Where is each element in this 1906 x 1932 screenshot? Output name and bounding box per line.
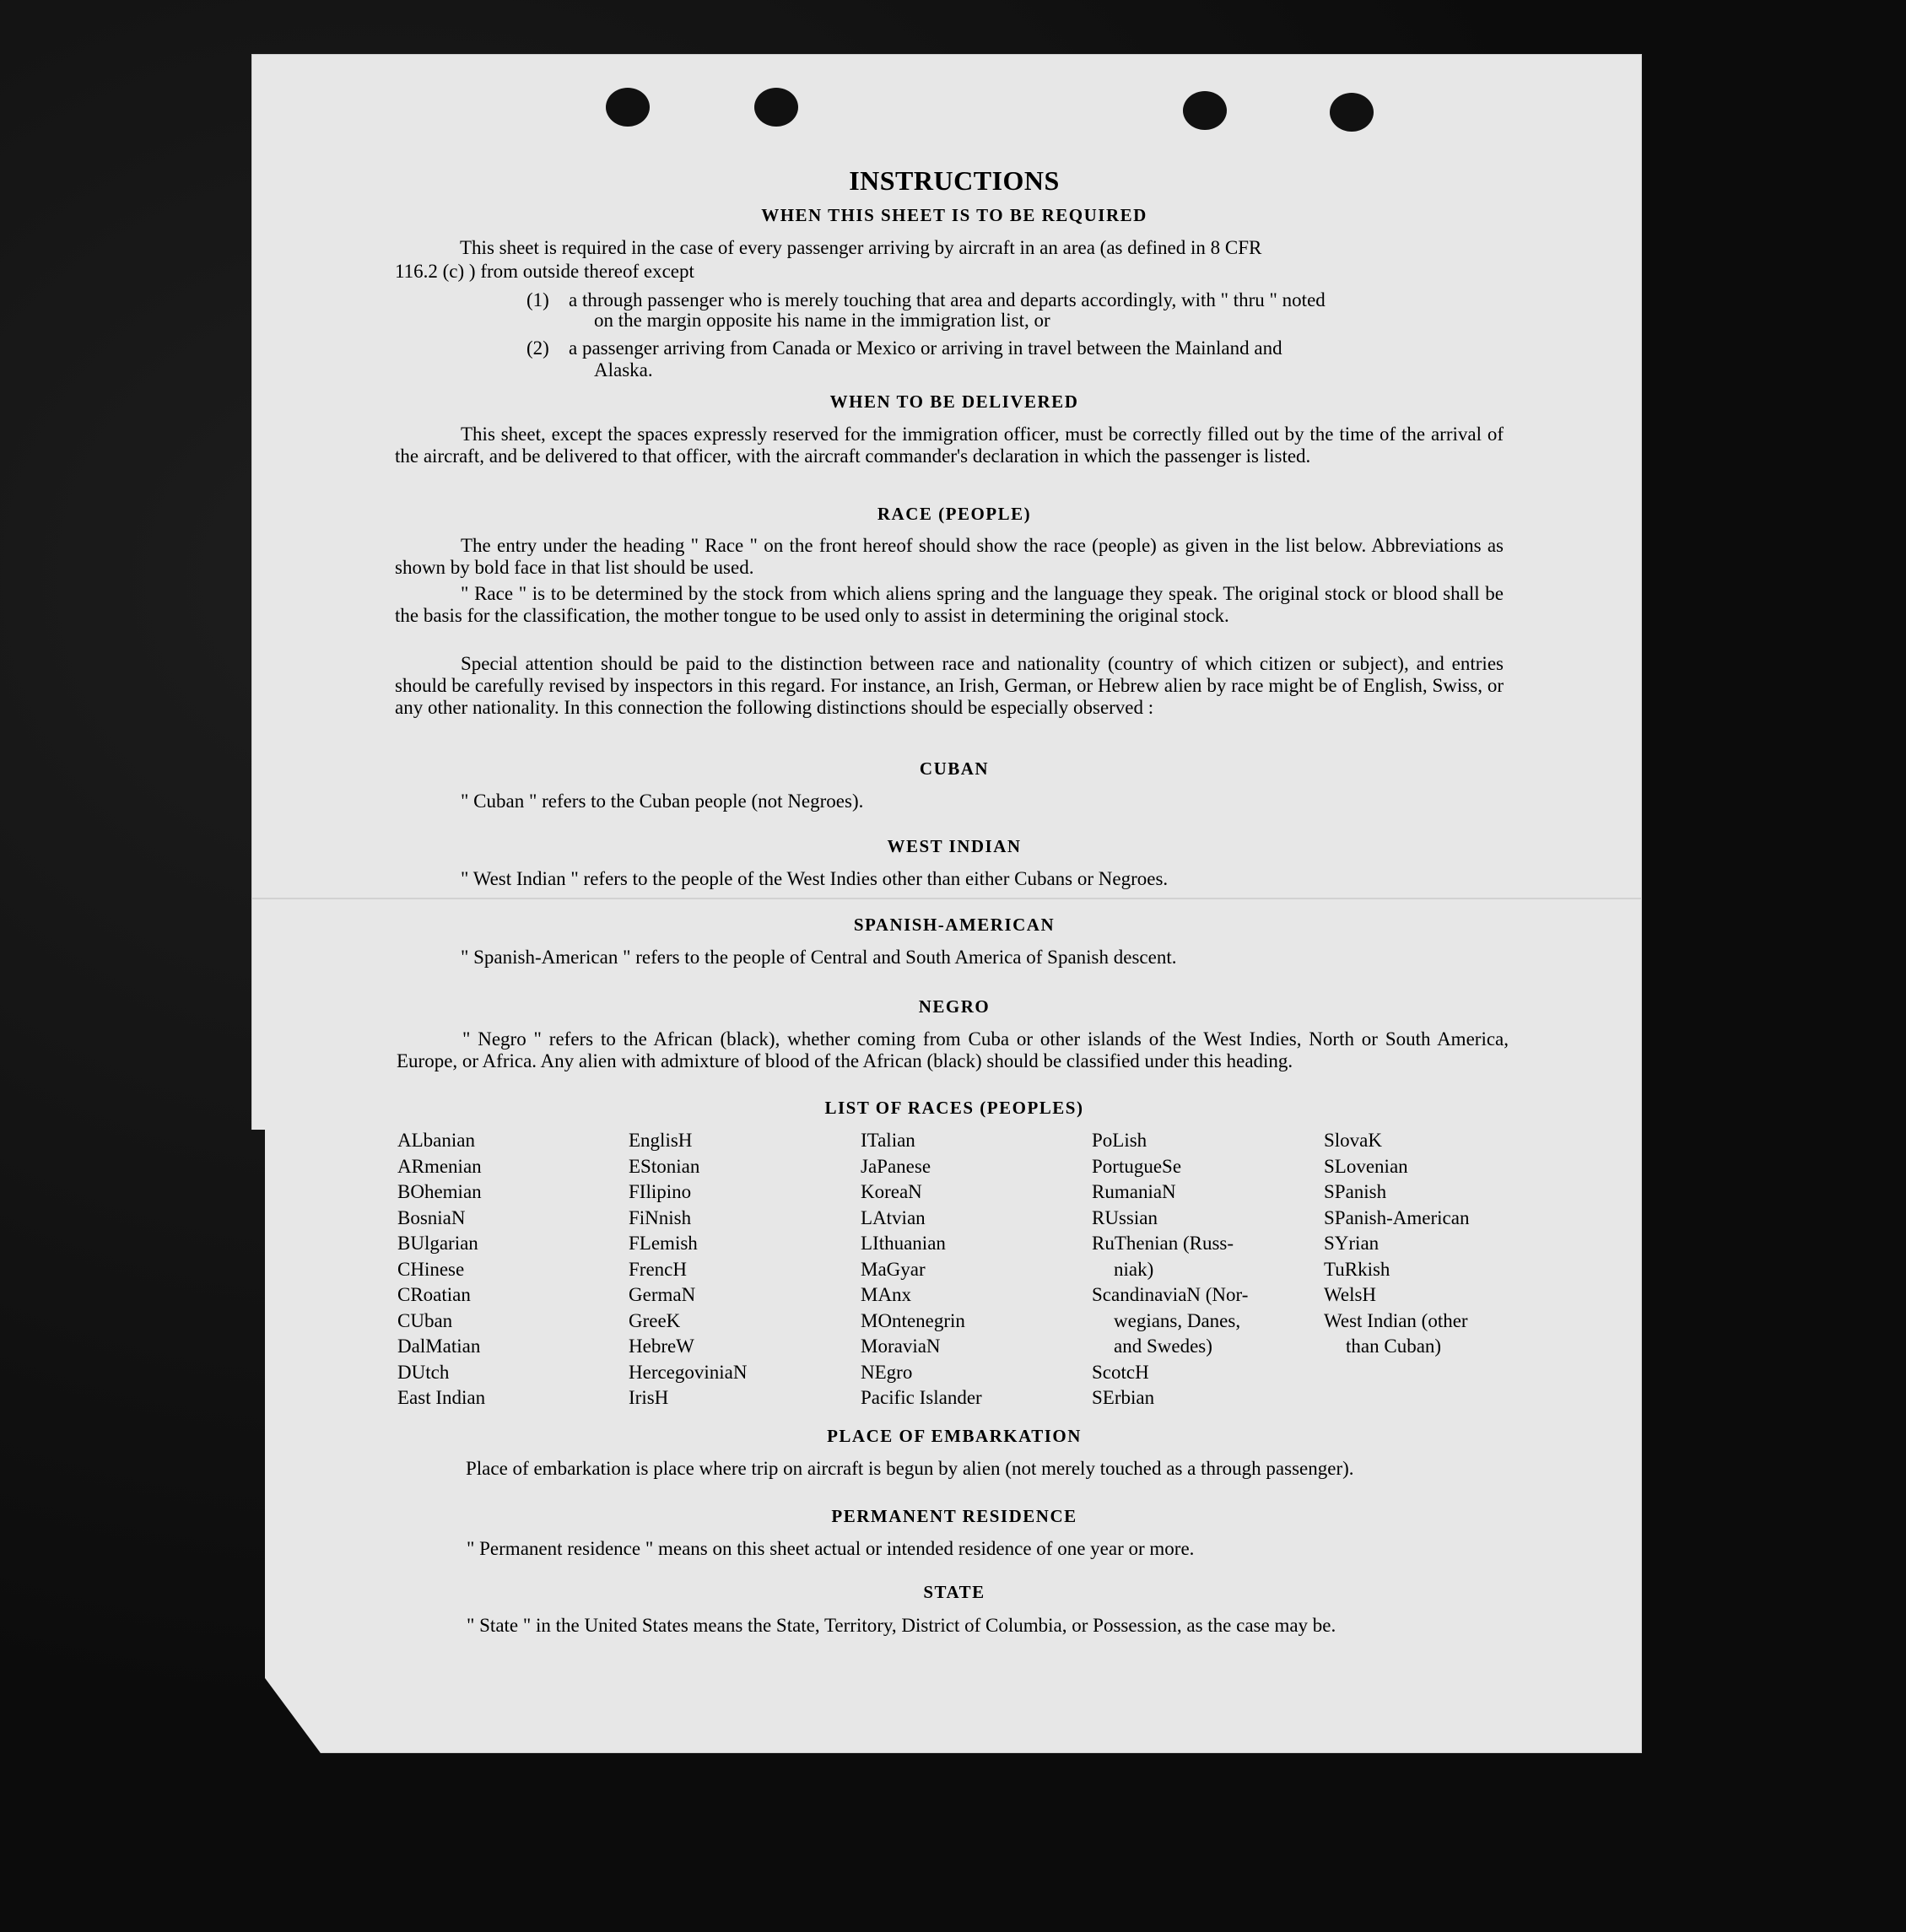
race-item: MOntenegrin <box>861 1309 965 1331</box>
heading-cuban: CUBAN <box>919 758 990 779</box>
race-item: EnglisH <box>629 1130 693 1151</box>
state-text: " State " in the United States means the State, Territory, District of Columbia, or Possession, as the case may be. <box>467 1615 1336 1636</box>
race-item: GermaN <box>629 1284 696 1305</box>
race-item: CUban <box>397 1309 453 1331</box>
race-item: FiNnish <box>629 1206 692 1228</box>
race-item: MAnx <box>861 1284 912 1305</box>
item-number: (1) <box>526 289 549 310</box>
race-item: HebreW <box>629 1336 694 1357</box>
race-item: WelsH <box>1324 1284 1377 1305</box>
race-item: RuThenian (Russ- <box>1092 1233 1234 1254</box>
item-text-line2: on the margin opposite his name in the immigration list, or <box>594 310 1050 331</box>
item-text-line1: a passenger arriving from Canada or Mexico or arriving in travel between the Mainland and <box>569 337 1282 359</box>
race-item: DUtch <box>397 1361 450 1383</box>
race-item: LIthuanian <box>861 1233 946 1254</box>
permanent-residence-text: " Permanent residence " means on this sheet actual or intended residence of one year or more. <box>467 1538 1195 1559</box>
race-item: RUssian <box>1092 1206 1158 1228</box>
race-item: Pacific Islander <box>861 1387 982 1408</box>
race-item: ScotcH <box>1092 1361 1149 1383</box>
race-column-5 <box>1324 1128 1469 1360</box>
race-item: DalMatian <box>397 1336 481 1357</box>
race-item: CRoatian <box>397 1284 471 1305</box>
race-item: TuRkish <box>1324 1258 1390 1280</box>
race-item: SPanish-American <box>1324 1206 1470 1228</box>
race-item: PortugueSe <box>1092 1155 1182 1177</box>
race-item: BosniaN <box>397 1206 466 1228</box>
race-item: SErbian <box>1092 1387 1155 1408</box>
fold-line <box>251 898 1642 899</box>
negro-text: " Negro " refers to the African (black), whether coming from Cuba or other islands of the West Indies, North or South America, Europe, or Africa. Any alien with admixture of blood of the African (black) should be classified under this heading. <box>397 1028 1509 1071</box>
race-paragraph-3: Special attention should be paid to the distinction between race and nationality (country of which citizen or subject), and entries should be carefully revised by inspectors in this regard. For instance, an Irish, German, or Hebrew alien by race might be of English, Swiss, or any other nationality. In this connection the following distinctions should be especially observed : <box>395 653 1504 718</box>
race-item: ARmenian <box>397 1155 482 1177</box>
race-column-1 <box>397 1128 485 1411</box>
race-item: SPanish <box>1324 1181 1387 1202</box>
punch-hole <box>1330 93 1374 132</box>
race-item: FrencH <box>629 1258 687 1280</box>
heading-west-indian: WEST INDIAN <box>887 836 1022 856</box>
heading-place-of-embarkation: PLACE OF EMBARKATION <box>827 1426 1082 1446</box>
cuban-text: " Cuban " refers to the Cuban people (not Negroes). <box>461 791 864 812</box>
race-item: West Indian (other <box>1324 1309 1468 1331</box>
race-list <box>397 1128 1511 1415</box>
race-item: MaGyar <box>861 1258 926 1280</box>
race-column-2 <box>629 1128 748 1411</box>
heading-permanent-residence: PERMANENT RESIDENCE <box>831 1506 1077 1526</box>
heading-when-delivered: WHEN TO BE DELIVERED <box>829 391 1079 412</box>
race-item: CHinese <box>397 1258 465 1280</box>
item-number: (2) <box>526 337 549 359</box>
race-item: wegians, Danes, <box>1114 1309 1241 1331</box>
race-item: NEgro <box>861 1361 913 1383</box>
item-text-line1: a through passenger who is merely touching that area and departs accordingly, with " thru " noted <box>569 289 1326 310</box>
race-item: ScandinaviaN (Nor- <box>1092 1284 1249 1305</box>
race-item: IrisH <box>629 1387 669 1408</box>
item-text-line2: Alaska. <box>594 359 653 380</box>
race-paragraph-1: The entry under the heading " Race " on the front hereof should show the race (people) as given in the list below. Abbreviations as shown by bold face in that list should be used. <box>395 535 1504 578</box>
race-item: niak) <box>1114 1258 1154 1280</box>
race-item: SlovaK <box>1324 1130 1382 1151</box>
race-column-4 <box>1092 1128 1248 1411</box>
heading-spanish-american: SPANISH-AMERICAN <box>853 915 1056 935</box>
heading-negro: NEGRO <box>918 996 991 1017</box>
race-item: and Swedes) <box>1114 1336 1212 1357</box>
race-item: BOhemian <box>397 1181 482 1202</box>
heading-state: STATE <box>923 1582 985 1602</box>
race-item: ITalian <box>861 1130 915 1151</box>
race-paragraph-2: " Race " is to be determined by the stock from which aliens spring and the language they speak. The original stock or blood shall be the basis for the classification, the mother tongue to be used only to assist in determining the original stock. <box>395 583 1504 626</box>
race-item: LAtvian <box>861 1206 926 1228</box>
race-item: EStonian <box>629 1155 700 1177</box>
race-item: GreeK <box>629 1309 681 1331</box>
punch-hole <box>754 88 798 127</box>
heading-list-of-races: LIST OF RACES (PEOPLES) <box>824 1098 1084 1118</box>
when-required-intro-line1: This sheet is required in the case of every passenger arriving by aircraft in an area (as defined in 8 CFR <box>460 237 1262 258</box>
heading-race: RACE (PEOPLE) <box>877 504 1032 524</box>
race-item: BUlgarian <box>397 1233 478 1254</box>
race-item: FLemish <box>629 1233 698 1254</box>
race-item: RumaniaN <box>1092 1181 1176 1202</box>
race-item: KoreaN <box>861 1181 922 1202</box>
spanish-american-text: " Spanish-American " refers to the people of Central and South America of Spanish descent. <box>461 947 1177 968</box>
race-item: PoLish <box>1092 1130 1147 1151</box>
race-item: MoraviaN <box>861 1336 941 1357</box>
heading-when-required: WHEN THIS SHEET IS TO BE REQUIRED <box>761 205 1147 225</box>
exception-item-1 <box>526 289 1505 340</box>
race-item: FIlipino <box>629 1181 692 1202</box>
west-indian-text: " West Indian " refers to the people of the West Indies other than either Cubans or Negroes. <box>461 868 1169 889</box>
when-delivered-text: This sheet, except the spaces expressly reserved for the immigration officer, must be correctly filled out by the time of the arrival of the aircraft, and be delivered to that officer, with the aircraft commander's declaration in which the passenger is listed. <box>395 424 1504 467</box>
page-title: INSTRUCTIONS <box>849 165 1060 196</box>
race-column-3 <box>861 1128 982 1411</box>
race-item: ALbanian <box>397 1130 475 1151</box>
race-item: SYrian <box>1324 1233 1380 1254</box>
exception-item-2 <box>526 337 1505 388</box>
when-required-intro-line2: 116.2 (c) ) from outside thereof except <box>395 261 694 282</box>
race-item: HercegoviniaN <box>629 1361 748 1383</box>
place-of-embarkation-text: Place of embarkation is place where trip on aircraft is begun by alien (not merely touched as a through passenger). <box>466 1458 1354 1479</box>
race-item: JaPanese <box>861 1155 931 1177</box>
punch-hole <box>1183 91 1227 130</box>
race-item: than Cuban) <box>1346 1336 1442 1357</box>
race-item: SLovenian <box>1324 1155 1408 1177</box>
punch-hole <box>606 88 650 127</box>
race-item: East Indian <box>397 1387 486 1408</box>
